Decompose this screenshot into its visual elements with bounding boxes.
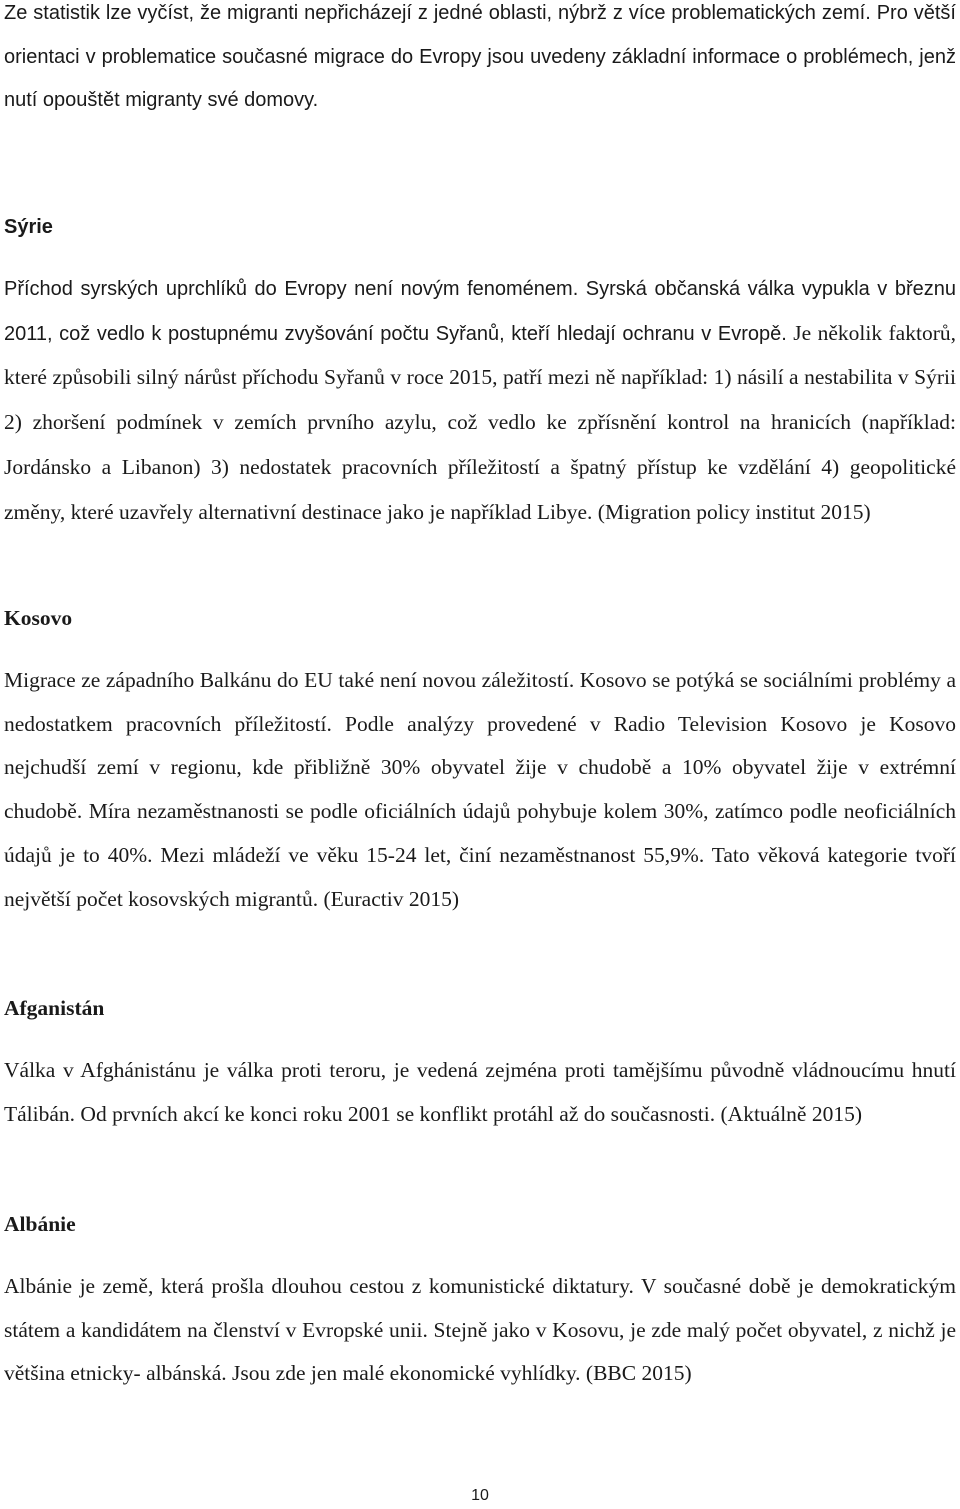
intro-paragraph: Ze statistik lze vyčíst, že migranti nepřicházejí z jedné oblasti, nýbrž z více problematických zemí. Pro větší orientaci v problematice současné migrace do Evropy jsou uvedeny základní informace o problémech, jenž nutí opouštět migranty své domovy.	[4, 2, 956, 112]
paragraph-syria	[4, 268, 956, 535]
paragraph-syria-part-b: Je několik faktorů, které způsobili silný nárůst příchodu Syřanů v roce 2015, patří mezi ně například: 1) násilí a nestabilita v Sýrii 2) zhoršení podmínek v zemích prvního azylu, což vedlo ke zpřísnění kontrol na hranicích (například: Jordánsko a Libanon) 3) nedostatek pracovních příležitostí a špatný přístup ke vzdělání 4) geopolitické změny, které uzavřely alternativní destinace jako je například Libye. (Migration policy institut 2015)	[4, 320, 956, 524]
heading-afghanistan: Afganistán	[4, 996, 105, 1020]
heading-albania: Albánie	[4, 1212, 76, 1236]
heading-syria: Sýrie	[4, 216, 53, 238]
heading-kosovo: Kosovo	[4, 606, 73, 630]
paragraph-albania: Albánie je země, která prošla dlouhou cestou z komunistické diktatury. V současné době je demokratickým státem a kandidátem na členství v Evropské unii. Stejně jako v Kosovu, je zde malý počet obyvatel, z nichž je většina etnicky- albánská. Jsou zde jen malé ekonomické vyhlídky. (BBC 2015)	[4, 1274, 956, 1386]
paragraph-syria-part-a: Příchod syrských uprchlíků do Evropy není novým fenoménem. Syrská občanská válka vypukla v březnu 2011, což vedlo k postupnému zvyšování počtu Syřanů, kteří hledají ochranu v Evropě.	[4, 278, 956, 345]
page-number: 10	[471, 1487, 489, 1504]
paragraph-kosovo: Migrace ze západního Balkánu do EU také není novou záležitostí. Kosovo se potýká se sociálními problémy a nedostatkem pracovních příležitostí. Podle analýzy provedené v Radio Television Kosovo je Kosovo nejchudší zemí v regionu, kde přibližně 30% obyvatel žije v chudobě a 10% obyvatel žije v extrémní chudobě. Míra nezaměstnanosti se podle oficiálních údajů pohybuje kolem 30%, zatímco podle neoficiálních údajů je to 40%. Mezi mládeží ve věku 15-24 let, činí nezaměstnanost 55,9%. Tato věková kategorie tvoří největší počet kosovských migrantů. (Euractiv 2015)	[4, 668, 956, 911]
paragraph-afghanistan: Válka v Afghánistánu je válka proti teroru, je vedená zejména proti tamějšímu původně vládnoucímu hnutí Tálibán. Od prvních akcí ke konci roku 2001 se konflikt protáhl až do současnosti. (Aktuálně 2015)	[4, 1058, 956, 1126]
